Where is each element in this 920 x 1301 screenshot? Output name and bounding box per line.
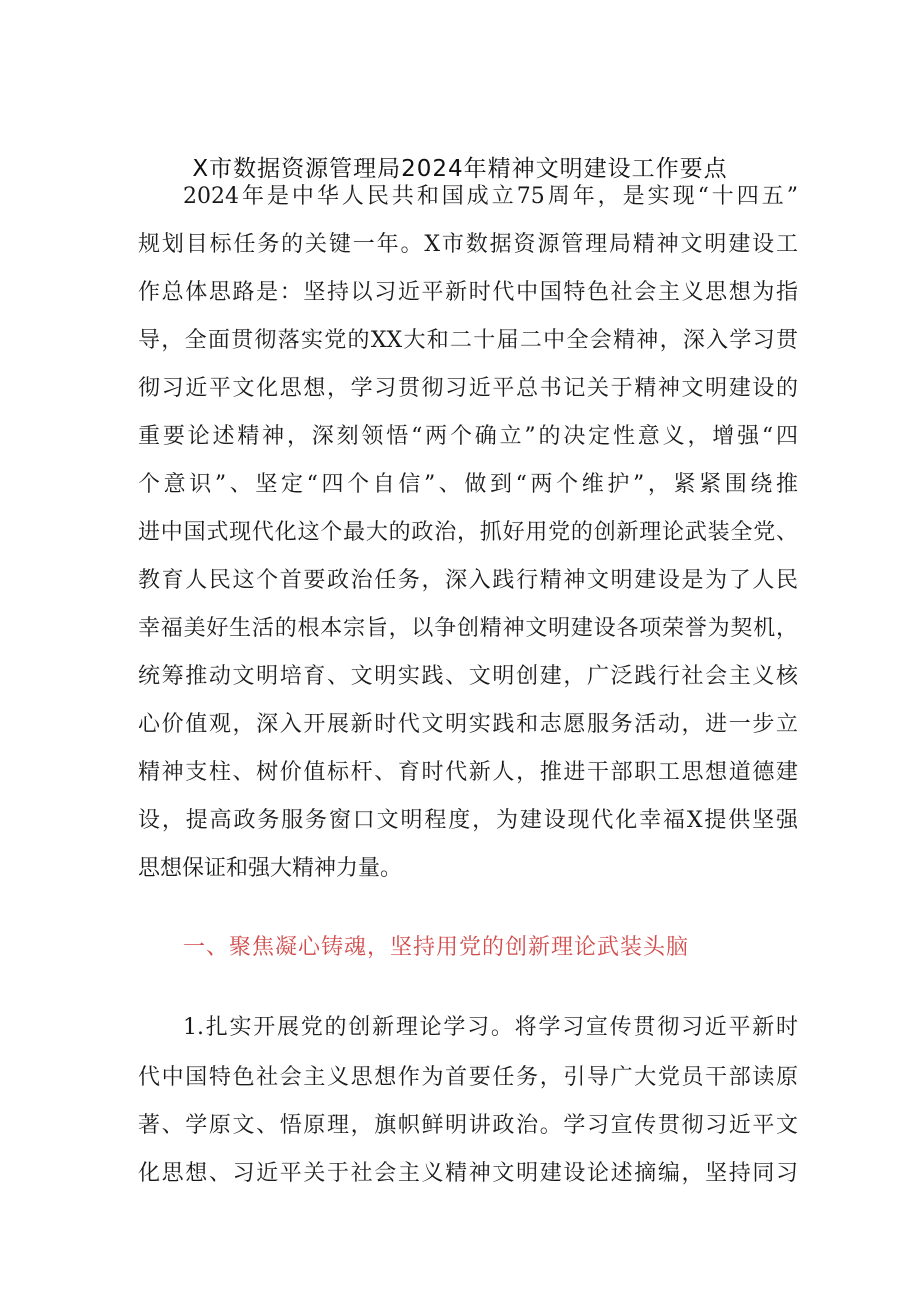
paragraph-line: 1.扎实开展党的创新理论学习。将学习宣传贯彻习近平新时: [183, 1015, 798, 1040]
paragraph-line: 导，全面贯彻落实党的XX大和二十届二中全会精神，深入学习贯: [138, 328, 798, 353]
paragraph-line: 2024年是中华人民共和国成立75周年，是实现“十四五”: [183, 184, 798, 209]
paragraph-line: 精神支柱、树价值标杆、育时代新人，推进干部职工思想道德建: [138, 760, 798, 785]
section-heading: 一、聚焦凝心铸魂，坚持用党的创新理论武装头脑: [183, 935, 690, 960]
paragraph-line: 进中国式现代化这个最大的政治，抓好用党的创新理论武装全党、: [138, 520, 798, 545]
paragraph-line: 思想保证和强大精神力量。: [138, 856, 403, 881]
paragraph-line: 著、学原文、悟原理，旗帜鲜明讲政治。学习宣传贯彻习近平文: [138, 1113, 798, 1138]
paragraph-line: 化思想、习近平关于社会主义精神文明建设论述摘编，坚持同习: [138, 1161, 798, 1186]
document-title: X市数据资源管理局2024年精神文明建设工作要点: [192, 156, 728, 182]
paragraph-line: 彻习近平文化思想，学习贯彻习近平总书记关于精神文明建设的: [138, 376, 798, 401]
paragraph-line: 重要论述精神，深刻领悟“两个确立”的决定性意义，增强“四: [138, 424, 798, 449]
paragraph-line: 幸福美好生活的根本宗旨，以争创精神文明建设各项荣誉为契机，: [138, 616, 798, 641]
paragraph-line: 统筹推动文明培育、文明实践、文明创建，广泛践行社会主义核: [138, 664, 798, 689]
paragraph-line: 代中国特色社会主义思想作为首要任务，引导广大党员干部读原: [138, 1065, 798, 1090]
paragraph-line: 作总体思路是：坚持以习近平新时代中国特色社会主义思想为指: [138, 280, 798, 305]
paragraph-line: 设，提高政务服务窗口文明程度，为建设现代化幸福X提供坚强: [138, 808, 798, 833]
paragraph-line: 心价值观，深入开展新时代文明实践和志愿服务活动，进一步立: [138, 712, 798, 737]
paragraph-line: 教育人民这个首要政治任务，深入践行精神文明建设是为了人民: [138, 568, 798, 593]
paragraph-line: 规划目标任务的关键一年。X市数据资源管理局精神文明建设工: [138, 232, 798, 257]
paragraph-line: 个意识”、坚定“四个自信”、做到“两个维护”，紧紧围绕推: [138, 472, 798, 497]
